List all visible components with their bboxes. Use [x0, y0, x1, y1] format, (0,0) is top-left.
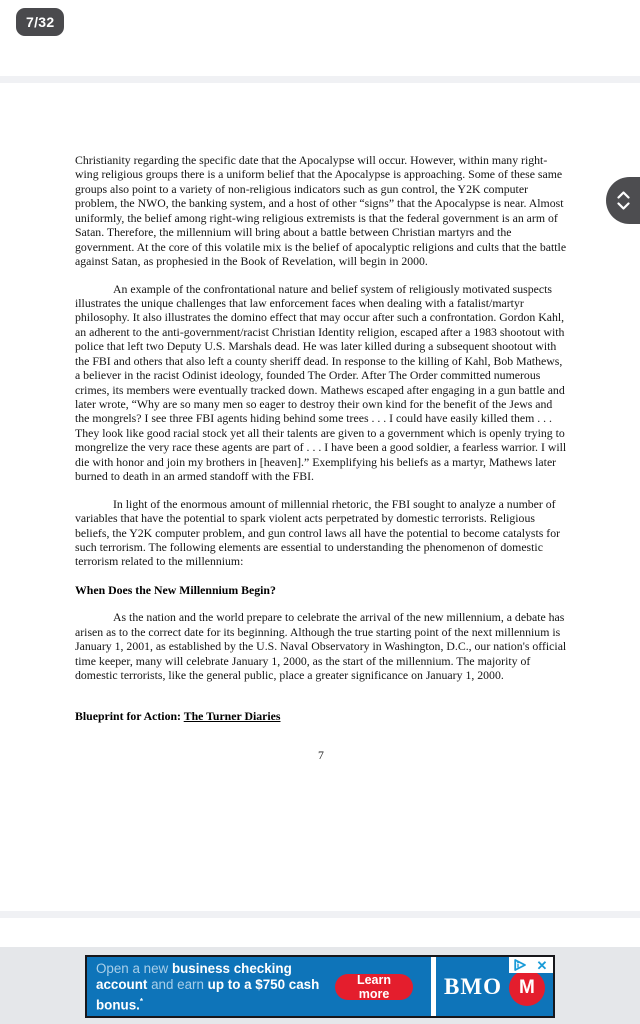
chevron-up-icon[interactable] [617, 191, 630, 199]
adchoices-icon[interactable] [509, 957, 531, 973]
ad-headline [96, 961, 341, 1014]
paragraph: In light of the enormous amount of millennial rhetoric, the FBI sought to analyze a number of variables that have the potential to spark violent acts perpetrated by domestic terrorists. Religious beliefs, the Y2K computer problem, and gun control laws all have the potential to become catalysts for such terrorism. The following elements are essential to understanding the phenomenon of domestic terrorism related to the millennium: [75, 496, 561, 569]
chevron-down-icon[interactable] [617, 202, 630, 210]
bmo-roundel-icon: M [509, 970, 545, 1006]
bottom-divider [0, 911, 640, 918]
paragraph: As the nation and the world prepare to celebrate the arrival of the new millennium, a debate has arisen as to the correct date for its beginning. Although the true starting point of the next millennium is January 1, 2001, as established by the U.S. Naval Observatory in Washington, D.C., our nation's official time keeper, many will celebrate January 1, 2000, as the start of the millennium. The majority of domestic terrorists, like the general public, place a greater significance on January 1, 2000. [75, 610, 567, 682]
paragraph: Christianity regarding the specific date that the Apocalypse will occur. However, within many right-wing religious groups there is a uniform belief that the Apocalypse is approaching. Some of these same groups also point to a variety of non-religious indicators such as gun control, the Y2K computer problem, the NWO, the banking system, and a host of other “signs” that the Apocalypse is near. Almost uniformly, the belief among right-wing religious extremists is that the federal government is an arm of Satan. Therefore, the millennium will bring about a battle between Christian martyrs and the government. At the core of this volatile mix is the belief of apocalyptic religions and cults that the battle against Satan, as prophesied in the Book of Revelation, will begin in 2000. [75, 153, 567, 269]
ad-text-segment: Open a new [96, 961, 172, 976]
ad-footnote-asterisk: * [139, 996, 144, 1006]
book-title: The Turner Diaries [183, 709, 281, 724]
heading-prefix: Blueprint for Action: [75, 709, 184, 724]
ad-controls [509, 957, 553, 973]
page-indicator-badge: 7/32 [16, 8, 64, 36]
scroll-control[interactable] [606, 177, 640, 224]
page-number: 7 [318, 747, 324, 762]
section-heading [75, 709, 567, 723]
ad-text-segment: business checking account [96, 961, 292, 993]
pdf-page [75, 153, 567, 762]
bmo-wordmark: BMO [444, 973, 502, 999]
close-icon[interactable]: ✕ [531, 957, 553, 973]
paragraph: An example of the confrontational nature and belief system of religiously motivated suspects illustrates the unique challenges that law enforcement faces when dealing with a fatalist/martyr philosophy. It also illustrates the domino effect that may occur after such a confrontation. Gordon Kahl, an adherent to the anti-government/racist Christian Identity religion, escaped after a 1983 shootout with police that left two Deputy U.S. Marshals dead. He was later killed during a subsequent shootout with the FBI and others that also left a county sheriff dead. In response to the killing of Kahl, Bob Mathews, a believer in the racist Odinist ideology, founded The Order. After The Order committed numerous crimes, its members were eventually tracked down. Mathews escaped after engaging in a gun battle and later wrote, “Why are so many men so eager to destroy their own kind for the benefit of the Jews and the mongrels? I see three FBI agents hiding behind some trees . . . I could have easily killed them . . . They look like good racial stock yet all their talents are given to a government which is openly trying to mongrelize the very race these agents are part of . . . I have been a good soldier, a fearless warrior. I will die with honor and join my brothers in [heaven].” Exemplifying his beliefs as a martyr, Mathews later burned to death in an armed standoff with the FBI. [75, 281, 567, 484]
bmo-ad-banner[interactable] [85, 955, 555, 1018]
ad-text-segment: up to a $750 cash bonus. [96, 977, 320, 1013]
learn-more-button[interactable]: Learn more [335, 974, 413, 1000]
ad-text-segment: and earn [147, 977, 208, 993]
ad-region [0, 947, 640, 1024]
section-heading: When Does the New Millennium Begin? [75, 582, 276, 597]
top-divider [0, 76, 640, 83]
